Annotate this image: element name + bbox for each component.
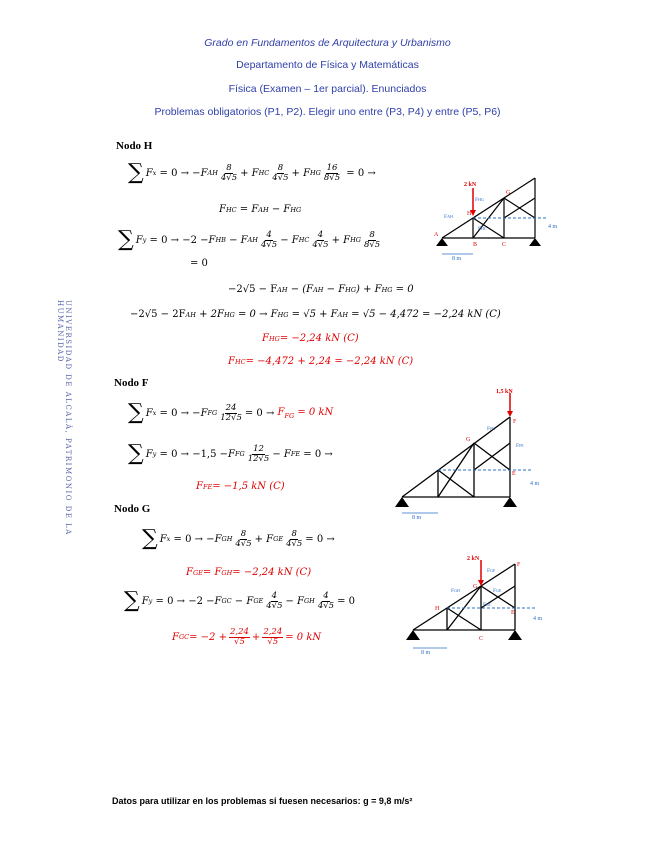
span-label: 8 m (452, 256, 462, 262)
equation-h-substitution: −2√5 − F AH − (F AH − F HG ) + F HG = 0 (228, 284, 414, 295)
section-title-nodo-f: Nodo F (114, 377, 149, 389)
header-department: Departamento de Física y Matemáticas (236, 59, 419, 71)
equation-h-eq-zero: = 0 (190, 258, 208, 269)
svg-text:H: H (467, 211, 472, 217)
svg-text:G: G (473, 584, 478, 590)
equation-g-sum-fy: ∑ F y = 0 → −2 − F GC − F GE $\frac{4}{4√5}$ − F GH $\frac{4}{4√5}$ = 0 (124, 588, 356, 613)
result-f-ge: F GE = F GH = −2,24 kN (C) (186, 567, 312, 578)
svg-text:8 m: 8 m (421, 650, 431, 656)
svg-text:FHG: FHG (475, 197, 484, 203)
svg-text:G: G (466, 437, 471, 443)
svg-text:2 kN: 2 kN (467, 556, 480, 562)
header-exam: Física (Examen – 1er parcial). Enunciados (228, 83, 427, 95)
truss-diagram-nodo-f (392, 385, 547, 525)
svg-text:F: F (517, 562, 521, 568)
university-watermark: UNIVERSIDAD DE ALCALÁ, PATRIMONIO DE LA HUMANIDAD (56, 300, 72, 536)
equation-h-solve: −2√5 − 2F AH + 2F HG = 0 → F HG = √5 + F AH = √5 − 4,472 = −2,24 kN (C) (130, 309, 501, 320)
svg-text:F: F (513, 419, 517, 425)
result-f-hg: F HG = −2,24 kN (C) (262, 333, 359, 344)
svg-text:1,5 kN: 1,5 kN (496, 389, 513, 395)
svg-text:C: C (479, 636, 484, 642)
svg-text:FGC: FGC (483, 602, 492, 608)
svg-text:8 m: 8 m (412, 515, 422, 521)
svg-text:FAH: FAH (444, 214, 453, 220)
svg-text:A: A (434, 232, 439, 238)
svg-text:FHC: FHC (478, 226, 487, 232)
svg-text:4 m: 4 m (530, 481, 540, 487)
equation-h-hc: F HC = F AH − F HG (219, 204, 302, 215)
equation-f-sum-fx: ∑ F x = 0 → − F FG $\frac{24}{12√5}$ = 0 → $F_{FG} = 0$ kN (128, 400, 334, 425)
svg-text:4 m: 4 m (533, 616, 543, 622)
svg-text:E: E (511, 610, 515, 616)
svg-text:FFE: FFE (516, 443, 524, 449)
section-title-nodo-g: Nodo G (114, 503, 151, 515)
equation-h-sum-fy: ∑ F y = 0 → −2 − F HB − F AH $\frac{4}{4√5}$ − F HC $\frac{4}{4√5}$ + F HG $\frac{8}{8√5}$ (118, 227, 381, 252)
svg-text:E: E (512, 471, 516, 477)
truss-diagram-nodo-h (430, 170, 570, 265)
svg-text:FFG: FFG (487, 426, 496, 432)
header-degree: Grado en Fundamentos de Arquitectura y Urbanismo (204, 37, 451, 49)
svg-text:G: G (506, 190, 511, 196)
equation-h-sum-fx: ∑ F x = 0 → − F AH $\frac{8}{4√5}$ + F HC $\frac{8}{4√5}$ + F HG $\frac{16}{8√5}$ = 0 → (128, 160, 376, 185)
footer-data-note: Datos para utilizar en los problemas si fuesen necesarios: g = 9,8 m/s² (112, 796, 413, 806)
truss-diagram-nodo-g (405, 550, 550, 660)
svg-text:FGH: FGH (451, 588, 460, 594)
header-instructions: Problemas obligatorios (P1, P2). Elegir uno entre (P3, P4) y entre (P5, P6) (154, 106, 501, 118)
result-f-fe: F FE = −1,5 kN (C) (196, 481, 285, 492)
result-f-hc: F HC = −4,472 + 2,24 = −2,24 kN (C) (228, 356, 414, 367)
equation-f-sum-fy: ∑ F y = 0 → −1,5 − F FG $\frac{12}{12√5}$ − F FE = 0 → (128, 441, 333, 466)
svg-text:FGE: FGE (493, 588, 502, 594)
section-title-nodo-h: Nodo H (116, 140, 153, 152)
load-label: 2 kN (464, 182, 477, 188)
svg-text:B: B (473, 242, 478, 248)
svg-text:FGF: FGF (487, 568, 496, 574)
svg-text:C: C (502, 242, 507, 248)
height-label: 4 m (548, 224, 558, 230)
svg-text:H: H (435, 606, 440, 612)
equation-g-sum-fx: ∑ F x = 0 → − F GH $\frac{8}{4√5}$ + F GE $\frac{8}{4√5}$ = 0 → (142, 526, 335, 551)
result-f-gc: F GC = −2 + $\frac{2,24}{√5}$ + $\frac{2,24}{√5}$ = 0 kN (172, 627, 322, 647)
